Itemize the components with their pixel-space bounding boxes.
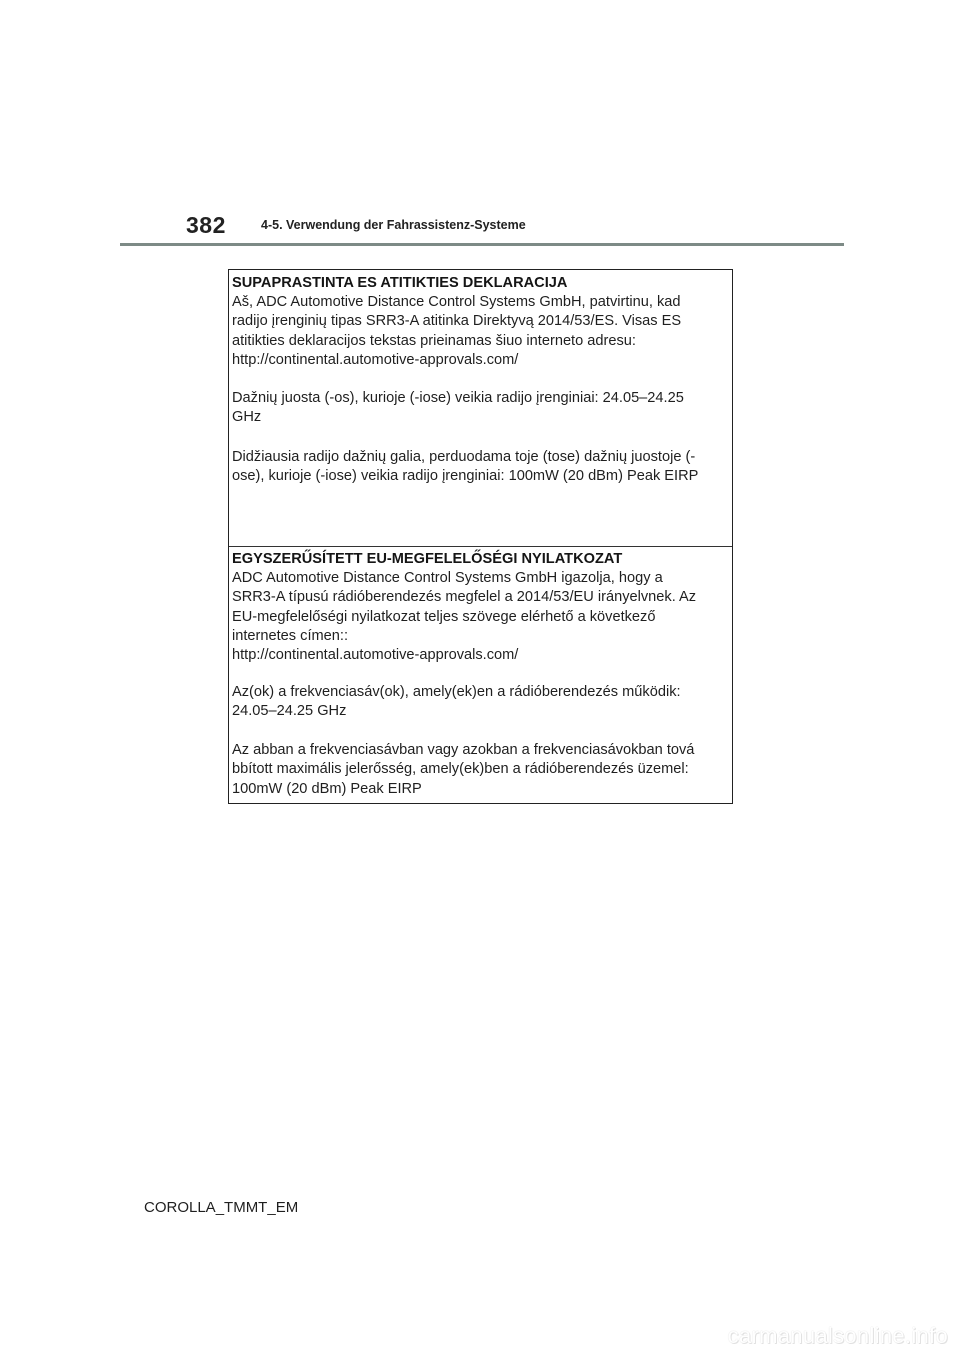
text-line: 24.05–24.25 GHz [232,703,347,720]
text-line: SRR3-A típusú rádióberendezés megfelel a 2014/53/EU irányelvnek. Az [232,589,697,606]
lithuanian-paragraph-2 [232,389,732,428]
header-divider [120,243,844,246]
hungarian-heading: EGYSZERŰSÍTETT EU-MEGFELELŐSÉGI NYILATKOZAT [232,551,623,567]
text-line: Az(ok) a frekvenciasáv(ok), amely(ek)en a rádióberendezés működik: [232,684,681,700]
text-line: radijo įrenginių tipas SRR3-A atitinka Direktyvą 2014/53/ES. Visas ES [232,313,682,330]
document-code: COROLLA_TMMT_EM [144,1199,299,1216]
hungarian-paragraph-3 [232,741,732,799]
text-line: ose), kurioje (-iose) veikia radijo įrenginiai: 100mW (20 dBm) Peak EIRP [232,468,699,485]
text-line: atitikties deklaracijos tekstas prieinamas šiuo interneto adresu: [232,332,636,349]
hungarian-paragraph-2 [232,683,732,722]
text-line: bbított maximális jelerősség, amely(ek)ben a rádióberendezés üzemel: [232,761,689,778]
text-line: http://continental.automotive-approvals.com/ [232,647,519,664]
lithuanian-paragraph-3 [232,448,732,487]
section-title: 4-5. Verwendung der Fahrassistenz-Systeme [261,218,526,232]
lithuanian-paragraph-1 [232,293,732,370]
text-line: EU-megfelelőségi nyilatkozat teljes szövege elérhető a következő [232,608,656,625]
text-line: ADC Automotive Distance Control Systems GmbH igazolja, hogy a [232,570,663,586]
text-line: Dažnių juosta (-os), kurioje (-iose) veikia radijo įrenginiai: 24.05–24.25 [232,390,684,406]
hungarian-declaration [229,547,732,803]
hungarian-paragraph-1 [232,569,732,665]
text-line: 100mW (20 dBm) Peak EIRP [232,780,422,797]
declaration-box [228,269,733,804]
watermark: carmanualsonline.info [727,1323,948,1348]
text-line: GHz [232,409,262,426]
text-line: http://continental.automotive-approvals.com/ [232,351,519,368]
page-number: 382 [186,212,226,238]
text-line: internetes címen:: [232,627,348,644]
text-line: Didžiausia radijo dažnių galia, perduodama toje (tose) dažnių juostoje (- [232,449,696,465]
text-line: Az abban a frekvenciasávban vagy azokban a frekvenciasávokban tová [232,742,695,758]
lithuanian-declaration [229,270,732,547]
lithuanian-heading: SUPAPRASTINTA ES ATITIKTIES DEKLARACIJA [232,275,568,291]
text-line: Aš, ADC Automotive Distance Control Systems GmbH, patvirtinu, kad [232,294,681,310]
